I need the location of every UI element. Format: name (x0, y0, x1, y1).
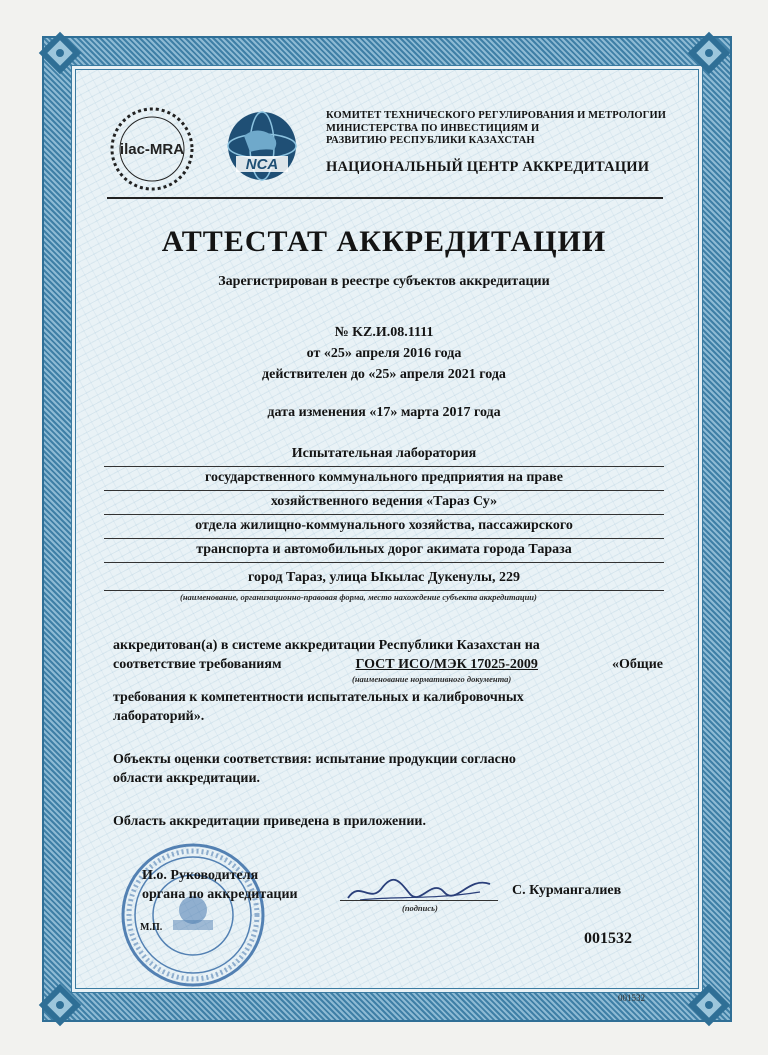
committee-line: КОМИТЕТ ТЕХНИЧЕСКОГО РЕГУЛИРОВАНИЯ И МЕТРОЛОГИИ (326, 110, 666, 121)
nca-label: NCA (245, 156, 279, 173)
signatory-role (142, 866, 298, 904)
valid-until-date: действителен до «25» апреля 2021 года (262, 367, 506, 382)
underline (104, 466, 664, 467)
entity-line: государственного коммунального предприятия на праве (205, 470, 563, 485)
entity-line: хозяйственного ведения «Тараз Су» (270, 494, 498, 509)
committee-text (326, 110, 676, 148)
accreditation-center-name: НАЦИОНАЛЬНЫЙ ЦЕНТР АККРЕДИТАЦИИ (326, 159, 650, 175)
certificate-subtitle: Зарегистрирован в реестре субъектов аккредитации (218, 274, 550, 289)
committee-line: МИНИСТЕРСТВА ПО ИНВЕСТИЦИЯМ И (326, 122, 540, 134)
official-seal (118, 840, 268, 990)
entity-address: город Тараз, улица Ыкылас Дукенулы, 229 (248, 570, 520, 585)
document-hint: (наименование нормативного документа) (352, 674, 512, 684)
objects-line: области аккредитации. (113, 771, 261, 786)
objects-line: Объекты оценки соответствия: испытание продукции согласно (113, 752, 516, 767)
requirements-line (113, 655, 663, 674)
issue-date: от «25» апреля 2016 года (306, 346, 462, 361)
scope-paragraph: Область аккредитации приведена в приложении. (113, 814, 426, 829)
underline (104, 538, 664, 539)
certificate-title: АТТЕСТАТ АККРЕДИТАЦИИ (161, 225, 607, 258)
nca-logo (214, 108, 310, 192)
underline (104, 514, 664, 515)
signature-hint: (подпись) (402, 903, 438, 913)
ilac-mra-logo (104, 104, 200, 194)
requirements-after: «Общие (611, 657, 663, 672)
underline (104, 490, 664, 491)
entity-line: отдела жилищно-коммунального хозяйства, пассажирского (195, 518, 573, 533)
accreditation-line: требования к компетентности испытательных и калибровочных (113, 690, 524, 705)
corner-ornament-icon (686, 30, 732, 76)
header-divider (107, 197, 663, 199)
signatory-name: С. Курмангалиев (512, 883, 622, 898)
accreditation-line: лабораторий». (113, 709, 205, 724)
serial-number-small: 001532 (618, 993, 645, 1003)
entity-line: Испытательная лаборатория (291, 446, 477, 461)
corner-ornament-icon (37, 30, 83, 76)
gost-standard: ГОСТ ИСО/МЭК 17025-2009 (355, 657, 538, 672)
corner-ornament-icon (686, 982, 732, 1028)
corner-ornament-icon (37, 982, 83, 1028)
accreditation-line: аккредитован(а) в системе аккредитации Республики Казахстан на (113, 638, 540, 653)
certificate-number: № KZ.И.08.1111 (334, 325, 434, 340)
entity-line: транспорта и автомобильных дорог акимата города Тараза (196, 542, 572, 557)
committee-line: РАЗВИТИЮ РЕСПУБЛИКИ КАЗАХСТАН (326, 135, 535, 146)
underline (104, 590, 664, 591)
signature-line (340, 900, 498, 901)
change-date: дата изменения «17» марта 2017 года (267, 405, 501, 420)
serial-number: 001532 (584, 930, 632, 947)
objects-paragraph (113, 750, 663, 788)
seal-place-label: М.П. (140, 922, 163, 933)
role-line: И.о. Руководителя (142, 868, 259, 883)
requirements-prefix: соответствие требованиям (113, 657, 282, 672)
role-line: органа по аккредитации (142, 887, 298, 902)
entity-hint: (наименование, организационно-правовая форма, место нахождение субъекта аккредитации) (180, 592, 537, 602)
ilac-label: ilac-MRA (119, 141, 185, 158)
underline (104, 562, 664, 563)
